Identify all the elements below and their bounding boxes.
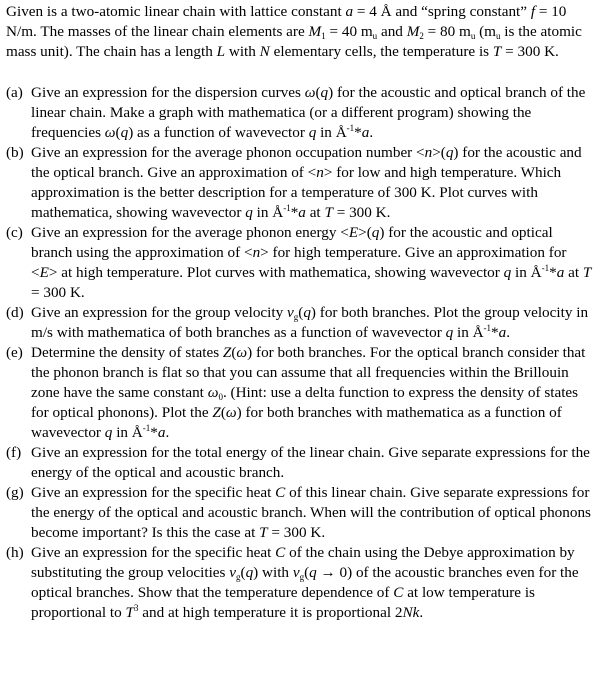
- question-c: [6, 223, 594, 303]
- question-b: [6, 143, 594, 223]
- question-text: Give an expression for the specific heat C of the chain using the Debye approximation by substituting the group velocities $v_g(q)$ with $v_g(q \to 0)$ of the acoustic branches even for the optical branches. Show that the temperature dependence of C at low temperature is proportional to $T^3$ and at high temperature it is proportional 2Nk.: [31, 544, 579, 621]
- question-text: Determine the density of states Z(ω) for both branches. For the optical branch consider that the phonon branch is flat so that you can assume that all frequencies within the Brillouin zone have the same constant $\omega_0$. (Hint: use a delta function to express the density of states for optical phonons). Plot the Z(ω) for both branches with mathematica as a function of wavevector q in $Å^{-1}*a$.: [31, 344, 586, 441]
- question-label: (d): [6, 304, 24, 321]
- question-text: Give an expression for the total energy of the linear chain. Give separate expressions for the energy of the optical and acoustic branch.: [31, 444, 590, 481]
- question-label: (f): [6, 444, 22, 461]
- question-text: Give an expression for the specific heat C of this linear chain. Give separate expressions for the energy of the optical and acoustic branch. When will the contribution of optical phonons become important? Is this the case at T = 300 K.: [31, 484, 591, 541]
- question-list: [6, 83, 594, 623]
- question-text: Give an expression for the dispersion curves ω(q) for the acoustic and optical branch of the linear chain. Make a graph with mathematica (or a different program) showing the frequencies ω(q) as a function of wavevector q in $Å^{-1}*a$.: [31, 84, 586, 141]
- question-h: [6, 543, 594, 623]
- question-text: Give an expression for the average phonon energy <E>(q) for the acoustic and optical branch using the approximation of <n> for high temperature. Give an approximation for <E> at high temperature. Plot curves with mathematica, showing wavevector q in $Å^{-1}*a$ at T = 300 K.: [31, 224, 592, 301]
- question-f: [6, 443, 594, 483]
- question-label: (e): [6, 344, 23, 361]
- question-text: Give an expression for the average phonon occupation number <n>(q) for the acoustic and the optical branch. Give an approximation of <n> for low and high temperature. Which approximation is the better description for a temperature of 300 K. Plot curves with mathematica, showing wavevector q in $Å^{-1}*a$ at T = 300 K.: [31, 144, 582, 221]
- question-label: (b): [6, 144, 24, 161]
- question-label: (a): [6, 84, 23, 101]
- question-g: [6, 483, 594, 543]
- question-e: [6, 343, 594, 443]
- question-text: Give an expression for the group velocity $v_g(q)$ for both branches. Plot the group velocity in m/s with mathematica of both branches as a function of wavevector q in $Å^{-1}*a$.: [31, 304, 589, 341]
- question-a: [6, 83, 594, 143]
- question-label: (c): [6, 224, 23, 241]
- question-label: (h): [6, 544, 24, 561]
- question-d: [6, 303, 594, 343]
- problem-intro: Given is a two-atomic linear chain with lattice constant a = 4 Å and “spring constant” f = 10 N/m. The masses of the linear chain elements are $M_1 = 40$ $m_u$ and $M_2 = 80$ $m_u$ ($m_u$ is the atomic mass unit). The chain has a length L with N elementary cells, the temperature is T = 300 K.: [6, 3, 582, 60]
- question-label: (g): [6, 484, 24, 501]
